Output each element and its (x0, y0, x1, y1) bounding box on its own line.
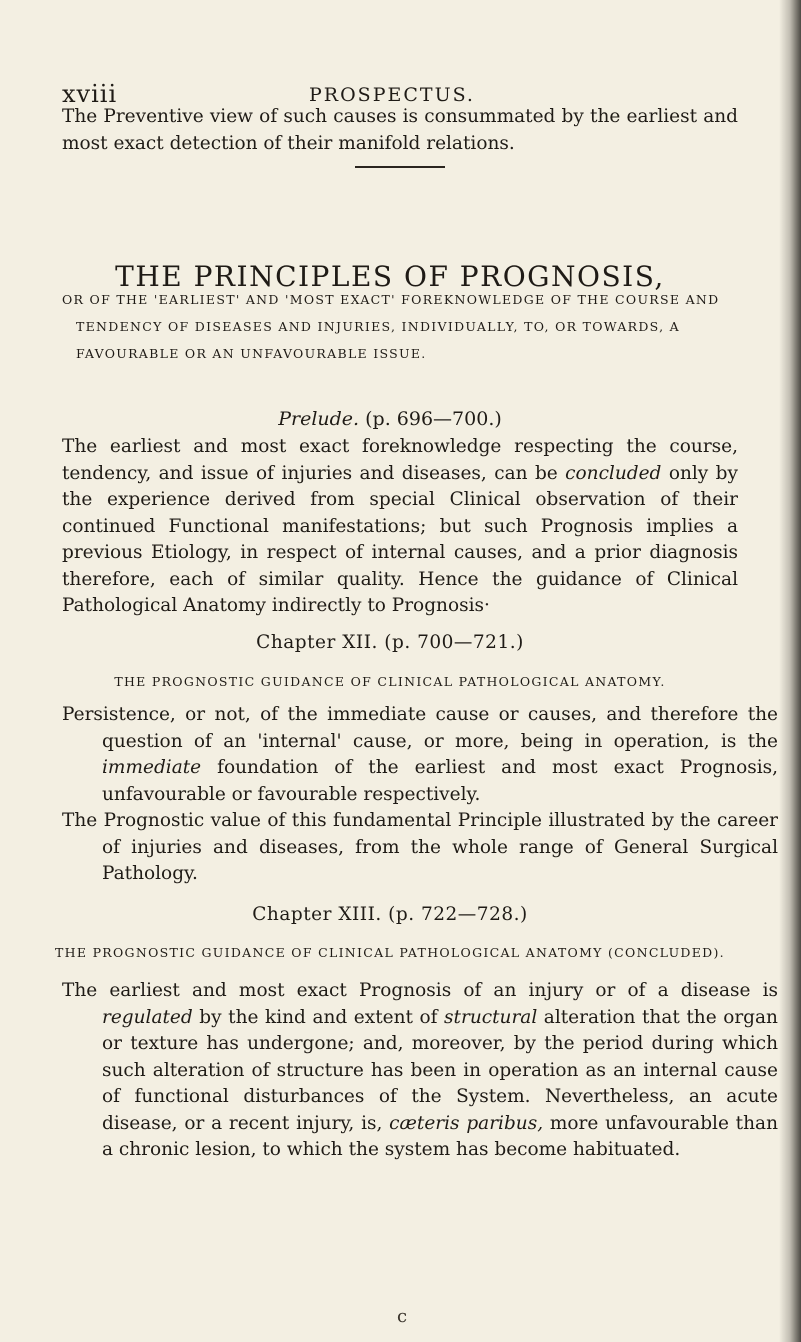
prelude-text-2: only by the experience derived from special Clinical observation of their continued Functional manifestations; but such Prognosis implies a previous Etiology, in respect of internal causes, and a prior diagnosis therefore, each of similar quality. Hence the guidance of Clinical Pathological Anatomy indirectly to Prognosis· (62, 462, 738, 616)
chapter-13-subheading: THE PROGNOSTIC GUIDANCE OF CLINICAL PATHOLOGICAL ANATOMY (CONCLUDED). (55, 945, 725, 960)
running-title: PROSPECTUS. (309, 84, 475, 106)
ch13-text-2: by the kind and extent of (199, 1006, 438, 1028)
section-divider (355, 166, 445, 168)
chapter-12-heading: Chapter XII. (p. 700—721.) (256, 632, 524, 653)
ch13-emphasis-2: structural (444, 1006, 538, 1028)
page-edge-shadow (779, 0, 801, 1342)
prelude-emphasis: concluded (565, 462, 662, 484)
ch13-emphasis-1: regulated (102, 1006, 193, 1028)
subtitle-line-3: FAVOURABLE OR AN UNFAVOURABLE ISSUE. (76, 346, 427, 361)
ch13-text-1: The earliest and most exact Prognosis of an injury or of a disease is (62, 980, 778, 1001)
chapter-13-heading: Chapter XIII. (p. 722—728.) (252, 904, 528, 925)
section-subtitle (62, 286, 742, 367)
subtitle-line-1: OR OF THE 'EARLIEST' AND 'MOST EXACT' FOREKNOWLEDGE OF THE COURSE AND (62, 292, 720, 307)
ch12-text-2: foundation of the earliest and most exact Prognosis, unfavourable or favourable respectively. (102, 757, 778, 805)
prelude-paragraph (62, 434, 738, 620)
chapter-13-paragraph (62, 978, 778, 1164)
ch13-text-3: alteration that the organ or texture has undergone; and, moreover, by the period during which such alteration of structure has been in operation as an internal cause of functional disturbances of the System. Nevertheless, an acute disease, or a recent injury, is, (102, 1006, 778, 1134)
intro-paragraph: The Preventive view of such causes is consummated by the earliest and most exact detection of their manifold relations. (62, 106, 738, 154)
prelude-text-1: The earliest and most exact foreknowledge respecting the course, tendency, and issue of injuries and diseases, can be (62, 436, 738, 484)
prelude-pages: (p. 696—700.) (365, 408, 502, 430)
ch13-emphasis-3: cæteris paribus, (389, 1112, 544, 1134)
prelude-label: Prelude. (278, 408, 360, 430)
ch13-text-4: more unfavourable than a chronic lesion, to which the system has become habituated. (102, 1112, 778, 1160)
subtitle-line-2: TENDENCY OF DISEASES AND INJURIES, INDIVIDUALLY, TO, OR TOWARDS, A (76, 319, 680, 334)
chapter-12-paragraph-1 (62, 702, 778, 808)
signature-mark: c (397, 1306, 408, 1327)
chapter-12-subheading: THE PROGNOSTIC GUIDANCE OF CLINICAL PATHOLOGICAL ANATOMY. (114, 674, 666, 689)
ch12-text-1: Persistence, or not, of the immediate cause or causes, and therefore the question of an 'internal' cause, or more, being in operation, is the (62, 704, 778, 752)
page-number: xviii (62, 80, 118, 108)
section-title: THE PRINCIPLES OF PROGNOSIS, (115, 260, 665, 293)
prelude-heading (40, 408, 740, 430)
chapter-12-paragraph-2: The Prognostic value of this fundamental Principle illustrated by the career of injuries and diseases, from the whole range of General Surgical Pathology. (62, 810, 778, 884)
ch12-emphasis: immediate (102, 757, 202, 778)
